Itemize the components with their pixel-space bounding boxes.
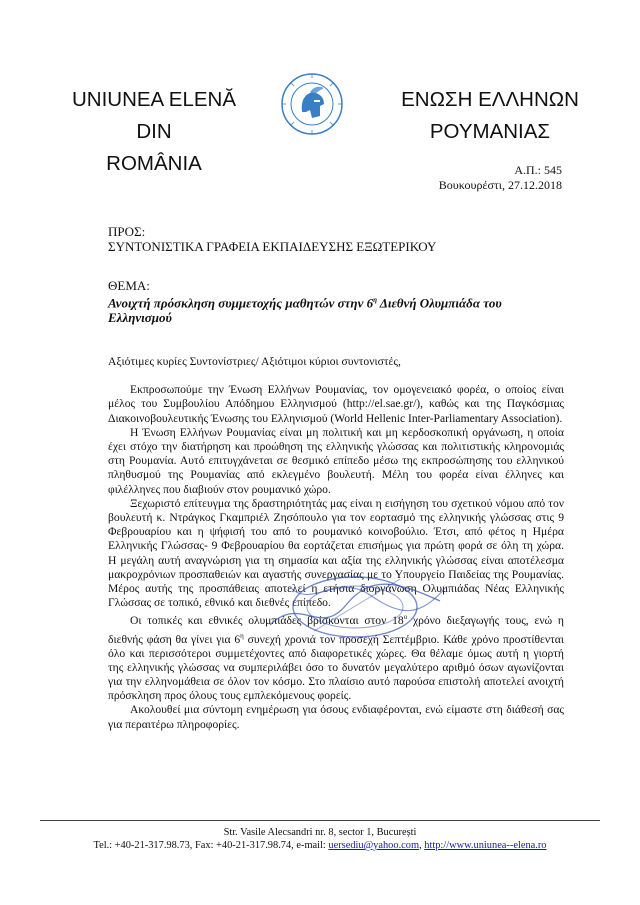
footer-address: Str. Vasile Alecsandri nr. 8, sector 1, București xyxy=(223,827,417,838)
footer-separator: , xyxy=(419,840,425,851)
header-left-line1: UNIUNEA ELENĂ DIN xyxy=(71,88,237,143)
signature-stamp xyxy=(250,565,460,645)
paragraph-4-sup-2: η xyxy=(240,631,244,640)
paragraph-4-part-b: χρόνο διεξαγωγής τους, ενώ η διεθνής φάση θα γίνει για 6 xyxy=(108,614,564,646)
footer-phone-fax: Tel.: +40-21-317.98.73, Fax: +40-21-317.98.74, e-mail: xyxy=(93,840,329,851)
paragraph-2: Η Ένωση Ελλήνων Ρουμανίας είναι μη πολιτική και μη κερδοσκοπική οργάνωση, η οποία έχει στόχο την διατήρηση και προώθηση της ελληνικής γλώσσας και πολιτιστικής κληρονομιάς στη Ρουμανία. Αυτό επιτυγχάνεται σε θεσμικό επίπεδο μέσω της εκπροσώπησης του ελληνικού πληθυσμού της Ρουμανίας από εκλεγμένο βουλευτή. Μέλη του φορέα είναι έλληνες και φιλέλληνες που διαβιούν στον ρουμανικό χώρο. xyxy=(108,425,564,496)
recipient-name: ΣΥΝΤΟΝΙΣΤΙΚΑ ΓΡΑΦΕΙΑ ΕΚΠΑΙΔΕΥΣΗΣ ΕΞΩΤΕΡΙΚΟΥ xyxy=(108,239,437,254)
footer-contacts xyxy=(0,839,640,852)
subject-text xyxy=(108,293,558,325)
recipient-block xyxy=(108,224,436,254)
paragraph-4-part-c: συνεχή χρονιά τον προσεχή Σεπτέμβριο. Κάθε χρόνο προστίθενται όλο και περισσότεροι συμμετέχοντες από διαφορετικές χώρες. Θα θέλαμε όμως αυτή η γιορτή της ελληνικής γλώσσας να συμπεριλάβει όσο το δυνατόν μεγαλύτερο αριθμό όσων αγωνίζονται για την ελληνομάθεια σε όλον τον κόσμο. Στο πλαίσιο αυτό παρούσα επιστολή αποτελεί ανοιχτή πρόσκληση προς όλους τους εμπλεκόμενους φορείς. xyxy=(108,632,564,703)
helmet-seal-icon xyxy=(280,72,344,136)
subject-label: ΘΕΜΑ: xyxy=(108,278,150,293)
header-right-line1: ΕΝΩΣΗ ΕΛΛΗΝΩΝ xyxy=(401,88,579,111)
header-right-line2: ΡΟΥΜΑΝΙΑΣ xyxy=(429,120,551,143)
letter-body xyxy=(108,355,564,732)
subject-superscript: η xyxy=(373,296,377,304)
letter-reference xyxy=(439,163,562,193)
paragraph-1: Εκπροσωπούμε την Ένωση Ελλήνων Ρουμανίας, τον ομογενειακό φορέα, ο οποίος είναι μέλος του Συμβουλίου Απόδημου Ελληνισμού (http://el.sae.gr/), καθώς και της Παγκόσμιας Διακοινοβουλευτικής Ένωσης του Ελληνισμού (World Hellenic Inter-Parliamentary Association). xyxy=(108,383,564,425)
header-left-line2: ROMÂNIA xyxy=(106,152,202,175)
greeting: Αξιότιμες κυρίες Συντονίστριες/ Αξιότιμοι κύριοι συντονιστές, xyxy=(108,355,401,368)
footer-email-link[interactable]: uersediu@yahoo.com xyxy=(328,840,420,851)
paragraph-4-sup-1: ο xyxy=(403,613,408,622)
subject-text-start: Ανοιχτή πρόσκληση συμμετοχής μαθητών στην 6 xyxy=(108,295,374,311)
footer-divider xyxy=(40,820,600,821)
footer-website-link[interactable]: http://www.uniunea--elena.ro xyxy=(424,840,547,851)
subject-block xyxy=(108,278,558,325)
recipient-label: ΠΡΟΣ: xyxy=(108,224,146,239)
protocol-number: Α.Π.: 545 xyxy=(514,163,562,177)
header-right-org-name xyxy=(400,84,580,148)
place-and-date: Βουκουρέστι, 27.12.2018 xyxy=(438,178,562,192)
paragraph-4-part-a: Οι τοπικές και εθνικές ολυμπιάδες βρίσκονται στον 18 xyxy=(130,614,404,628)
footer xyxy=(0,826,640,852)
header-left-org-name xyxy=(64,84,244,180)
paragraph-5: Ακολουθεί μια σύντομη ενημέρωση για όσους ενδιαφέρονται, ενώ είμαστε στη διάθεσή σας για περαιτέρω πληροφορίες. xyxy=(108,703,564,731)
subject-text-end: Διεθνή Ολυμπιάδα του Ελληνισμού xyxy=(108,295,502,326)
paragraph-3: Ξεχωριστό επίτευγμα της δραστηριότητάς μας είναι η εισήγηση του σχετικού νόμου από τον βουλευτή κ. Ντράγκος Γκαμπριέλ Ζησόπουλο για τον εορτασμό της ελληνικής γλώσσας στις 9 Φεβρουαρίου και η ψήφισή του από το ρουμανικό κοινοβούλιο. Έτσι, από φέτος η Ημέρα Ελληνικής Γλώσσας- 9 Φεβρουαρίου θα εορτάζεται επισήμως για πρώτη φορά σε όλη τη χώρα. Η μεγάλη αυτή αναγνώριση για τη σημασία και αξία της ελληνικής γλώσσας είναι αποτέλεσμα μακροχρόνιων προσπαθειών και αγαστής συνεργασίας με το Υπουργείο Παιδείας της Ρουμανίας. Μέρος αυτής της προσπάθειας αποτελεί η ετήσια διοργάνωση Ολυμπιάδας Νέας Ελληνικής Γλώσσας σε τοπικό, εθνικό και διεθνές επίπεδο. xyxy=(108,496,564,610)
